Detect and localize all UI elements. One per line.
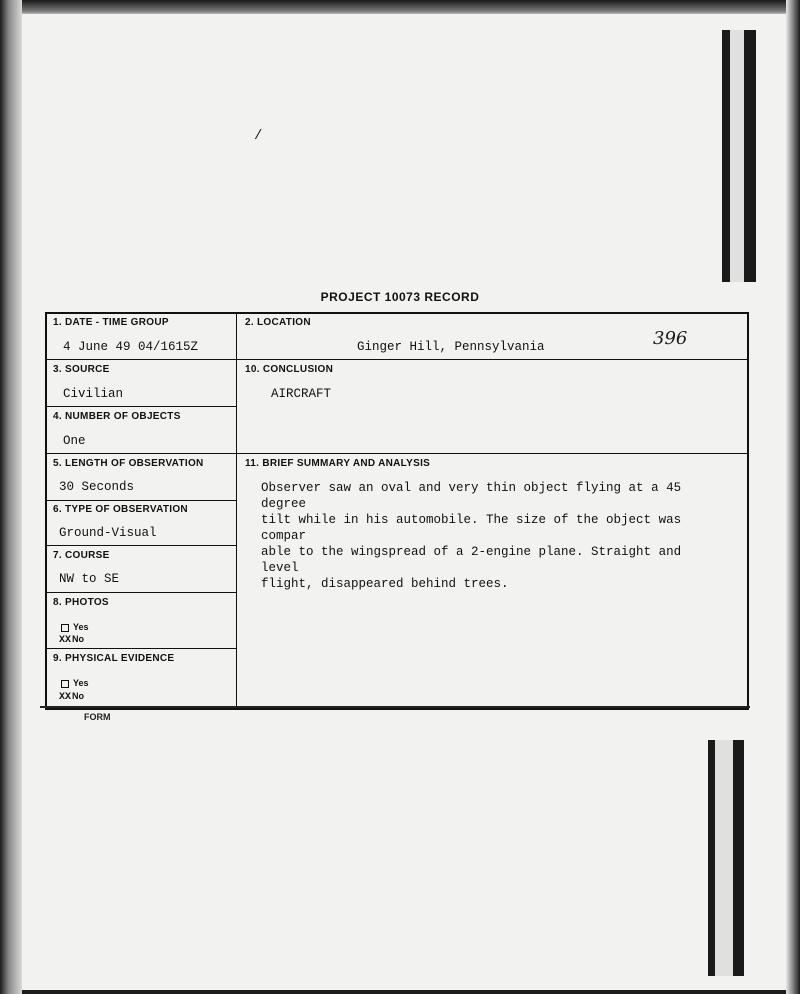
- stray-mark: /: [254, 128, 263, 144]
- type-of-observation-label: 6. TYPE OF OBSERVATION: [53, 504, 188, 515]
- form-title: PROJECT 10073 RECORD: [320, 290, 480, 304]
- photos-label: 8. PHOTOS: [53, 597, 109, 608]
- length-of-observation-value: 30 Seconds: [59, 480, 135, 494]
- location-value: Ginger Hill, Pennsylvania: [357, 340, 545, 354]
- film-mark-top: [722, 30, 756, 282]
- physical-evidence-yes-checkbox: [61, 680, 69, 688]
- number-of-objects-label: 4. NUMBER OF OBJECTS: [53, 411, 181, 422]
- course-value: NW to SE: [59, 572, 120, 586]
- type-of-observation-value: Ground-Visual: [59, 526, 157, 540]
- physical-evidence-no-option: XXNo: [59, 691, 85, 703]
- conclusion-label: 10. CONCLUSION: [245, 364, 334, 375]
- number-of-objects-value: One: [63, 434, 86, 448]
- photos-no-option: XXNo: [59, 634, 85, 646]
- form-footer-label: FORM: [84, 712, 111, 722]
- record-form: [45, 312, 749, 710]
- film-mark-bottom: [708, 740, 744, 976]
- date-time-group-label: 1. DATE - TIME GROUP: [53, 317, 169, 328]
- location-label: 2. LOCATION: [245, 317, 311, 328]
- photos-yes-checkbox: [61, 624, 69, 632]
- source-value: Civilian: [63, 387, 124, 401]
- form-footer-rule: [40, 706, 750, 708]
- photos-yes-option: Yes: [61, 622, 89, 632]
- scan-left-edge: [0, 0, 22, 994]
- course-label: 7. COURSE: [53, 550, 110, 561]
- physical-evidence-no-checked-mark: XX: [59, 692, 72, 703]
- record-number: 396: [653, 328, 688, 349]
- brief-summary-text: Observer saw an oval and very thin object flying at a 45 degree tilt while in his automobile. The size of the object was compar able to the wingspread of a 2-engine plane. Straight and level flight, disappeared behind trees.: [261, 481, 682, 591]
- physical-evidence-label: 9. PHYSICAL EVIDENCE: [53, 653, 175, 664]
- length-of-observation-label: 5. LENGTH OF OBSERVATION: [53, 458, 204, 469]
- photos-no-checked-mark: XX: [59, 635, 72, 646]
- physical-evidence-yes-option: Yes: [61, 678, 89, 688]
- scan-right-edge: [786, 0, 800, 994]
- date-time-group-value: 4 June 49 04/1615Z: [63, 340, 199, 354]
- source-label: 3. SOURCE: [53, 364, 110, 375]
- brief-summary-label: 11. BRIEF SUMMARY AND ANALYSIS: [245, 458, 431, 469]
- conclusion-value: AIRCRAFT: [271, 387, 332, 401]
